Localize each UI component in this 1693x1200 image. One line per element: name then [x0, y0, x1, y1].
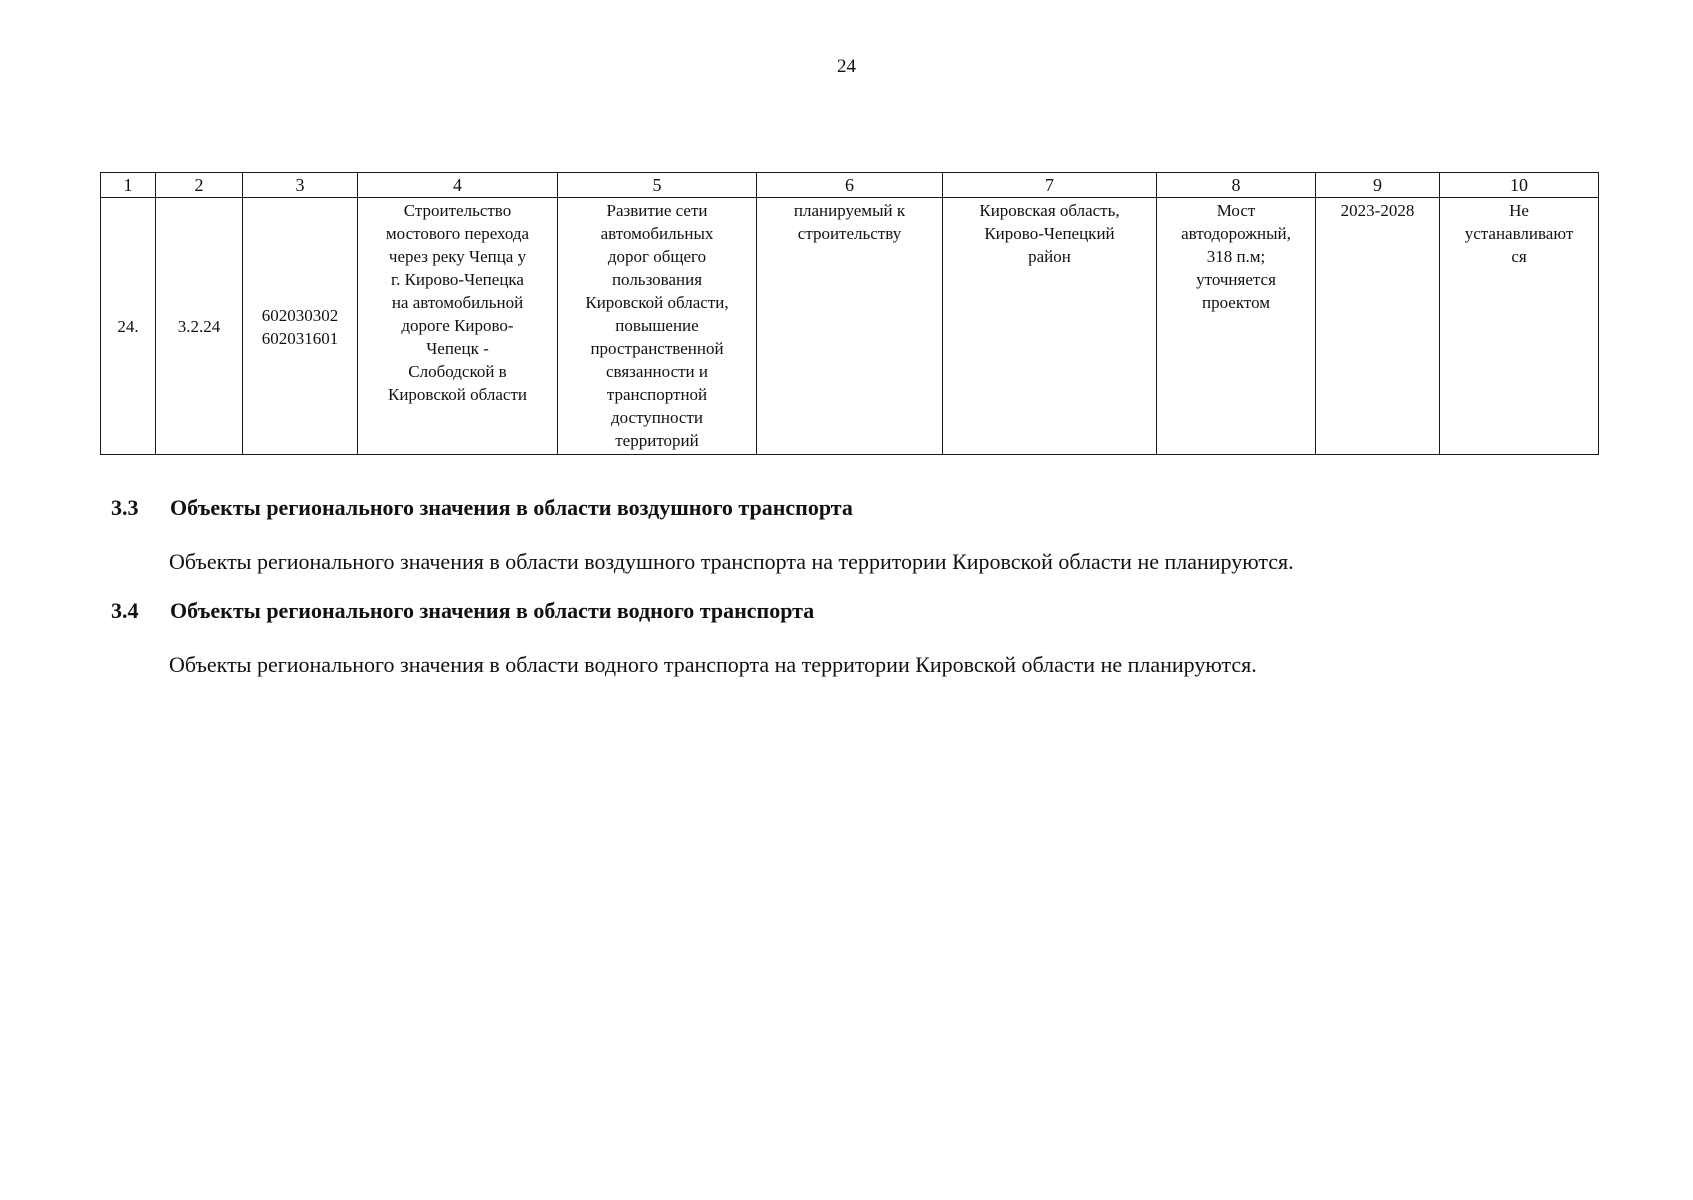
section-heading [111, 598, 814, 624]
table-header-row [101, 173, 1599, 198]
cell-row-number [101, 198, 156, 455]
cell-object-name [358, 198, 558, 455]
cell-line: мостового перехода [385, 224, 530, 243]
cell-line: район [1028, 247, 1071, 266]
column-header-4: 4 [358, 173, 558, 198]
cell-line: территорий [615, 431, 699, 450]
cell-line: Строительство [403, 201, 512, 220]
cell-line: Кировской области, [585, 293, 729, 312]
cell-line: устанавливают [1464, 224, 1574, 243]
cell-status [757, 198, 943, 455]
cell-line: Кирово-Чепецкий [984, 224, 1115, 243]
cell-line: Не [1509, 201, 1529, 220]
cell-line: через реку Чепца у [388, 247, 527, 266]
cell-line: автодорожный, [1181, 224, 1291, 243]
cell-line: строительству [797, 224, 902, 243]
cell-item-code-text: 3.2.24 [177, 317, 221, 336]
cell-row-number-text: 24. [117, 317, 139, 336]
cell-line: проектом [1201, 293, 1271, 312]
cell-line: Кировская область, [979, 201, 1120, 220]
cell-line: уточняется [1196, 270, 1276, 289]
cell-object-codes [243, 198, 358, 455]
cell-location [943, 198, 1157, 455]
cell-line: Развитие сети [606, 201, 708, 220]
section-title: Объекты регионального значения в области водного транспорта [170, 598, 815, 623]
cell-item-code [156, 198, 243, 455]
cell-line: дороге Кирово- [401, 316, 514, 335]
cell-period [1316, 198, 1440, 455]
column-header-1: 1 [101, 173, 156, 198]
column-header-3: 3 [243, 173, 358, 198]
section-number: 3.3 [111, 495, 139, 520]
column-header-10: 10 [1440, 173, 1599, 198]
column-header-9: 9 [1316, 173, 1440, 198]
column-header-2: 2 [156, 173, 243, 198]
cell-line: дорог общего [607, 247, 707, 266]
objects-table [100, 172, 1599, 455]
section-paragraph: Объекты регионального значения в области воздушного транспорта на территории Кировской области не планируются. [169, 549, 1294, 574]
section-heading [111, 495, 853, 521]
cell-line: Кировской области [388, 385, 527, 404]
cell-line: автомобильных [600, 224, 714, 243]
cell-line: планируемый к [793, 201, 906, 220]
page-number: 24 [837, 56, 856, 77]
cell-zones [1440, 198, 1599, 455]
cell-purpose [558, 198, 757, 455]
section-number: 3.4 [111, 598, 139, 623]
cell-line: г. Кирово-Чепецка [391, 270, 524, 289]
cell-line: Слободской в [408, 362, 507, 381]
cell-line: Чепецк - [426, 339, 489, 358]
cell-line: доступности [610, 408, 703, 427]
cell-line: связанности и [606, 362, 708, 381]
section-title: Объекты регионального значения в области воздушного транспорта [170, 495, 853, 520]
cell-line: пространственной [590, 339, 724, 358]
section-paragraph: Объекты регионального значения в области водного транспорта на территории Кировской области не планируются. [169, 652, 1257, 677]
cell-line: 318 п.м; [1206, 247, 1266, 266]
cell-line: на автомобильной [391, 293, 524, 312]
object-code: 602031601 [261, 328, 339, 348]
cell-line: повышение [615, 316, 699, 335]
column-header-7: 7 [943, 173, 1157, 198]
cell-line: пользования [611, 270, 703, 289]
cell-characteristics [1157, 198, 1316, 455]
cell-line: транспортной [606, 385, 708, 404]
column-header-6: 6 [757, 173, 943, 198]
table-row [101, 198, 1599, 455]
object-code: 602030302 [261, 305, 339, 325]
column-header-5: 5 [558, 173, 757, 198]
cell-line: ся [1511, 247, 1527, 266]
column-header-8: 8 [1157, 173, 1316, 198]
cell-line: 2023-2028 [1340, 201, 1415, 220]
cell-line: Мост [1216, 201, 1256, 220]
